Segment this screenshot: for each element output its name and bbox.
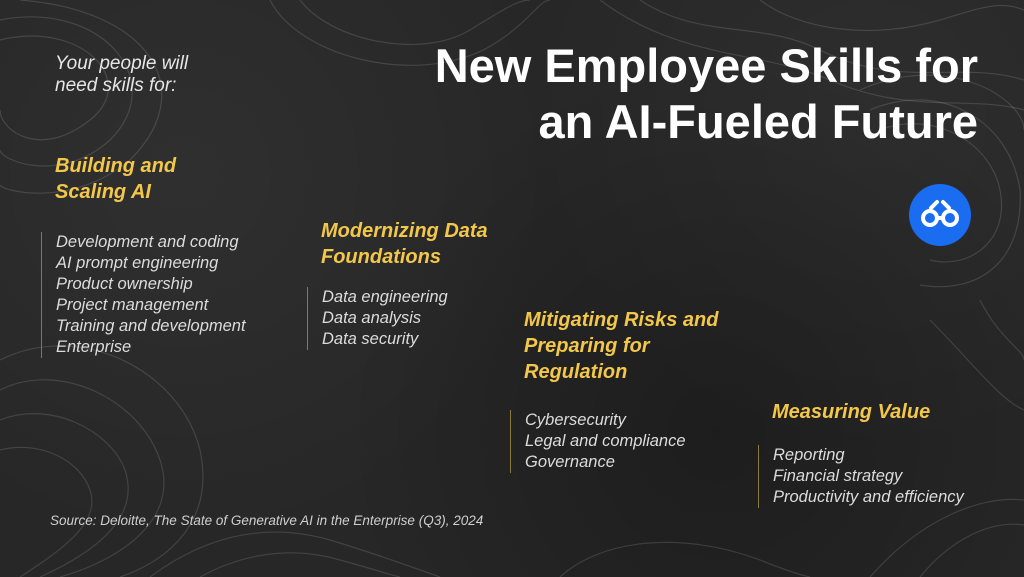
skill-item: Development and coding bbox=[56, 233, 239, 251]
skill-item: Data analysis bbox=[322, 309, 422, 327]
heading-line: Preparing for bbox=[524, 335, 650, 357]
source-citation: Source: Deloitte, The State of Generative AI in the Enterprise (Q3), 2024 bbox=[50, 513, 484, 528]
glasses-icon bbox=[909, 184, 971, 246]
skill-item: AI prompt engineering bbox=[56, 254, 219, 272]
logo-badge bbox=[909, 184, 971, 246]
category-heading bbox=[321, 218, 488, 270]
skill-item: Reporting bbox=[773, 446, 845, 464]
skill-item: Legal and compliance bbox=[525, 432, 686, 450]
heading-line: Modernizing Data bbox=[321, 220, 488, 242]
category-mitigating-risks bbox=[510, 307, 718, 473]
title-line-1: New Employee Skills for bbox=[434, 39, 978, 92]
heading-line: Measuring Value bbox=[772, 401, 931, 423]
skill-item: Financial strategy bbox=[773, 467, 903, 485]
intro-text bbox=[55, 53, 255, 97]
category-heading bbox=[524, 307, 718, 385]
category-modernizing-data bbox=[307, 218, 488, 350]
skill-item: Governance bbox=[525, 453, 615, 471]
intro-line-1: Your people will bbox=[55, 53, 189, 74]
skill-list bbox=[307, 287, 488, 350]
heading-line: Mitigating Risks and bbox=[524, 309, 719, 331]
page-title bbox=[358, 38, 978, 150]
skill-item: Project management bbox=[56, 296, 209, 314]
skill-list bbox=[510, 410, 718, 473]
skill-item: Data security bbox=[322, 330, 419, 348]
skill-item: Productivity and efficiency bbox=[773, 488, 964, 506]
category-building-scaling-ai bbox=[41, 153, 246, 358]
heading-line: Foundations bbox=[321, 246, 441, 268]
intro-line-2: need skills for: bbox=[55, 75, 177, 96]
skill-item: Product ownership bbox=[56, 275, 193, 293]
category-heading bbox=[772, 399, 964, 425]
heading-line: Building and bbox=[55, 155, 177, 177]
category-measuring-value bbox=[758, 399, 964, 508]
skill-list bbox=[41, 232, 246, 358]
heading-line: Scaling AI bbox=[55, 181, 151, 203]
title-line-2: an AI-Fueled Future bbox=[538, 95, 978, 148]
heading-line: Regulation bbox=[524, 361, 628, 383]
skill-list bbox=[758, 445, 964, 508]
skill-item: Enterprise bbox=[56, 338, 132, 356]
category-heading bbox=[55, 153, 246, 205]
skill-item: Data engineering bbox=[322, 288, 448, 306]
skill-item: Cybersecurity bbox=[525, 411, 626, 429]
skill-item: Training and development bbox=[56, 317, 246, 335]
